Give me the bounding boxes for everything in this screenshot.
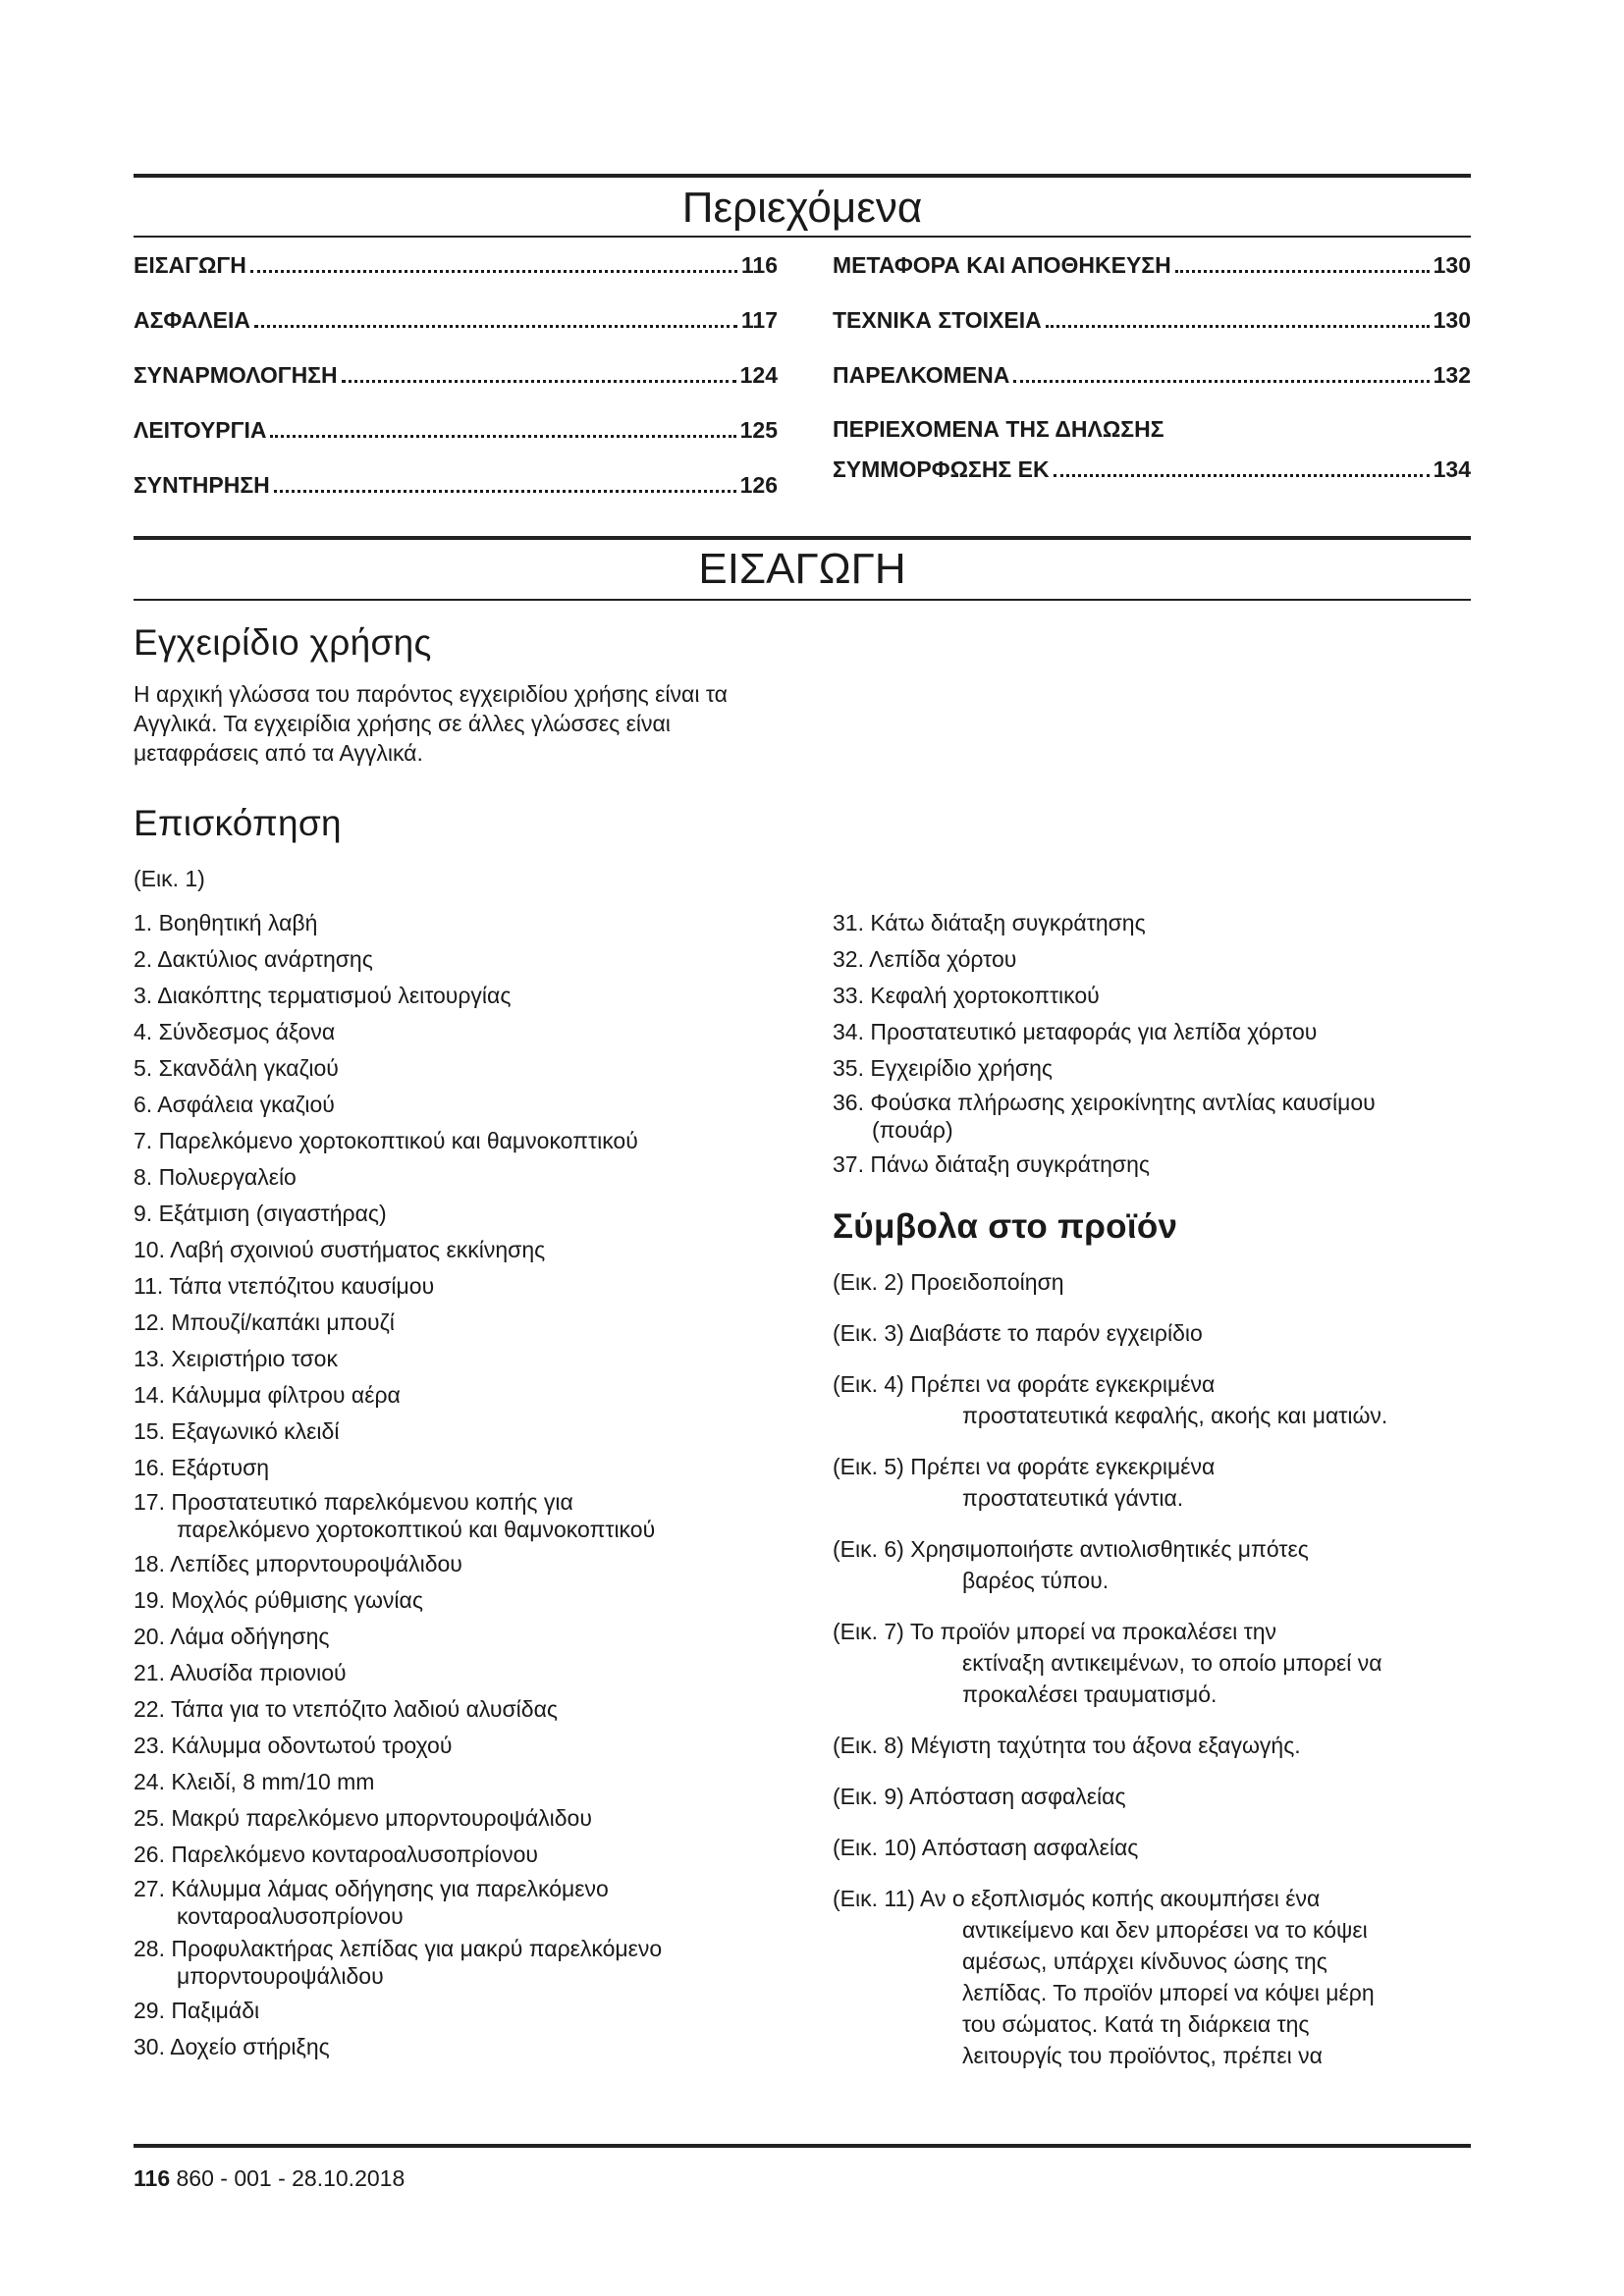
list-item: 5. Σκανδάλη γκαζιού [134, 1055, 339, 1081]
list-item: 12. Μπουζί/καπάκι μπουζί [134, 1309, 395, 1335]
section-top-rule [134, 536, 1471, 540]
list-item: (Εικ. 2) Προειδοποίηση [833, 1269, 1064, 1295]
toc-entry[interactable]: ΣΥΝΑΡΜΟΛΟΓΗΣΗ 124 [134, 362, 778, 388]
footer-rule [134, 2144, 1471, 2148]
toc-leader [342, 380, 736, 383]
list-item: 27. Κάλυμμα λάμας οδήγησης για παρελκόμενο κονταροαλυσοπρίονου [134, 1876, 609, 1929]
list-item: (Εικ. 8) Μέγιστη ταχύτητα του άξονα εξαγωγής. [833, 1733, 1301, 1758]
list-item: (Εικ. 9) Απόσταση ασφαλείας [833, 1784, 1126, 1809]
list-item: (Εικ. 3) Διαβάστε το παρόν εγχειρίδιο [833, 1320, 1203, 1346]
list-item: 17. Προστατευτικό παρελκόμενου κοπής για παρελκόμενο χορτοκοπτικού και θαμνοκοπτικού [134, 1489, 656, 1542]
list-item: 9. Εξάτμιση (σιγαστήρας) [134, 1201, 387, 1226]
list-item: 20. Λάμα οδήγησης [134, 1624, 330, 1649]
list-item: 7. Παρελκόμενο χορτοκοπτικού και θαμνοκοπτικού [134, 1128, 638, 1153]
toc-leader [254, 325, 737, 328]
list-item: 26. Παρελκόμενο κονταροαλυσοπρίονου [134, 1842, 538, 1867]
list-item: (Εικ. 7) Το προϊόν μπορεί να προκαλέσει την εκτίναξη αντικειμένων, το οποίο μπορεί να προκαλέσει τραυματισμό. [833, 1619, 1382, 1707]
list-item: 3. Διακόπτης τερματισμού λειτουργίας [134, 983, 512, 1008]
list-item: 21. Αλυσίδα πριονιού [134, 1660, 347, 1685]
list-item: 10. Λαβή σχοινιού συστήματος εκκίνησης [134, 1237, 546, 1262]
toc-entry[interactable]: ΜΕΤΑΦΟΡΑ ΚΑΙ ΑΠΟΘΗΚΕΥΣΗ 130 [833, 252, 1471, 278]
toc-title: Περιεχόμενα [681, 184, 923, 232]
list-item: 25. Μακρύ παρελκόμενο μπορντουροψάλιδου [134, 1805, 592, 1831]
list-item: 8. Πολυεργαλείο [134, 1164, 297, 1190]
list-item: 34. Προστατευτικό μεταφοράς για λεπίδα χόρτου [833, 1019, 1318, 1044]
toc-bottom-rule [134, 236, 1471, 238]
list-item: 15. Εξαγωνικό κλειδί [134, 1418, 340, 1444]
list-item: 18. Λεπίδες μπορντουροψάλιδου [134, 1551, 462, 1576]
toc-left-column [134, 251, 778, 526]
list-item: 2. Δακτύλιος ανάρτησης [134, 946, 373, 972]
list-item: 6. Ασφάλεια γκαζιού [134, 1092, 335, 1117]
parts-list-left [134, 907, 821, 2067]
list-item: 33. Κεφαλή χορτοκοπτικού [833, 983, 1100, 1008]
list-item: 37. Πάνω διάταξη συγκράτησης [833, 1151, 1150, 1177]
list-item: 28. Προφυλακτήρας λεπίδας για μακρύ παρελκόμενο μπορντουροψάλιδου [134, 1936, 663, 1989]
toc-top-rule [134, 174, 1471, 178]
toc-leader [1013, 380, 1429, 383]
list-item: 23. Κάλυμμα οδοντωτού τροχού [134, 1733, 453, 1758]
page-number: 116 [134, 2165, 171, 2191]
manual-heading: Εγχειρίδιο χρήσης [134, 622, 432, 663]
list-item: 13. Χειριστήριο τσοκ [134, 1346, 338, 1371]
toc-entry[interactable]: ΤΕΧΝΙΚΑ ΣΤΟΙΧΕΙΑ 130 [833, 307, 1471, 333]
list-item: (Εικ. 5) Πρέπει να φοράτε εγκεκριμένα προστατευτικά γάντια. [833, 1454, 1216, 1511]
list-item: (Εικ. 11) Αν ο εξοπλισμός κοπής ακουμπήσει ένα αντικείμενο και δεν μπορέσει να το κόψει αμέσως, υπάρχει κίνδυνος ώσης της λεπίδας. Το προϊόν μπορεί να κόψει μέρη του σώματος. Κατά τη διάρκεια της λειτουργίς του προϊόντος, πρέπει να [833, 1886, 1375, 2068]
toc-leader [1054, 474, 1430, 477]
toc-entry[interactable]: ΛΕΙΤΟΥΡΓΙΑ 125 [134, 417, 778, 443]
toc-entry[interactable]: ΑΣΦΑΛΕΙΑ 117 [134, 307, 778, 333]
overview-figure-ref: (Εικ. 1) [134, 866, 205, 891]
toc-entry[interactable]: ΕΙΣΑΓΩΓΗ 116 [134, 252, 778, 278]
list-item: 31. Κάτω διάταξη συγκράτησης [833, 910, 1146, 935]
toc-entry[interactable]: ΠΕΡΙΕΧΟΜΕΝΑ ΤΗΣ ΔΗΛΩΣΗΣ ΣΥΜΜΟΡΦΩΣΗΣ ΕΚ 134 [833, 416, 1471, 482]
list-item: (Εικ. 6) Χρησιμοποιήστε αντιολισθητικές μπότες βαρέος τύπου. [833, 1536, 1309, 1593]
toc-leader [270, 435, 735, 438]
list-item: (Εικ. 10) Απόσταση ασφαλείας [833, 1835, 1139, 1860]
list-item: 19. Μοχλός ρύθμισης γωνίας [134, 1587, 423, 1613]
list-item: 14. Κάλυμμα φίλτρου αέρα [134, 1382, 401, 1408]
list-item: 35. Εγχειρίδιο χρήσης [833, 1055, 1053, 1081]
list-item: 24. Κλειδί, 8 mm/10 mm [134, 1769, 375, 1794]
toc-entry[interactable]: ΣΥΝΤΗΡΗΣΗ 126 [134, 472, 778, 498]
list-item: 36. Φούσκα πλήρωσης χειροκίνητης αντλίας καυσίμου (πουάρ) [833, 1090, 1376, 1143]
page-footer [134, 2165, 405, 2192]
list-item: 1. Βοηθητική λαβή [134, 910, 318, 935]
toc-entry[interactable]: ΠΑΡΕΛΚΟΜΕΝΑ 132 [833, 362, 1471, 388]
doc-reference: 860 - 001 - 28.10.2018 [176, 2165, 406, 2191]
list-item: 4. Σύνδεσμος άξονα [134, 1019, 336, 1044]
list-item: 16. Εξάρτυση [134, 1455, 270, 1480]
symbols-heading: Σύμβολα στο προϊόν [833, 1207, 1178, 1246]
list-item: 32. Λεπίδα χόρτου [833, 946, 1017, 972]
toc-leader [1046, 325, 1430, 328]
list-item: 30. Δοχείο στήριξης [134, 2034, 330, 2059]
parts-list-right [833, 907, 1471, 1185]
section-bottom-rule [134, 599, 1471, 601]
toc-right-column [833, 251, 1471, 483]
overview-heading: Επισκόπηση [134, 803, 342, 843]
list-item: 11. Τάπα ντεπόζιτου καυσίμου [134, 1273, 435, 1299]
toc-leader [250, 270, 737, 273]
toc-leader [274, 490, 736, 493]
list-item: 29. Παξιμάδι [134, 1998, 260, 2023]
symbols-list [833, 1266, 1471, 2091]
list-item: 22. Τάπα για το ντεπόζιτο λαδιού αλυσίδας [134, 1696, 558, 1722]
manual-paragraph: Η αρχική γλώσσα του παρόντος εγχειριδίου χρήσης είναι τα Αγγλικά. Τα εγχειρίδια χρήσης σε άλλες γλώσσες είναι μεταφράσεις από τα Αγγλικά. [134, 681, 728, 766]
toc-leader [1175, 270, 1430, 273]
section-title: ΕΙΣΑΓΩΓΗ [698, 545, 906, 593]
list-item: (Εικ. 4) Πρέπει να φοράτε εγκεκριμένα προστατευτικά κεφαλής, ακοής και ματιών. [833, 1371, 1388, 1428]
